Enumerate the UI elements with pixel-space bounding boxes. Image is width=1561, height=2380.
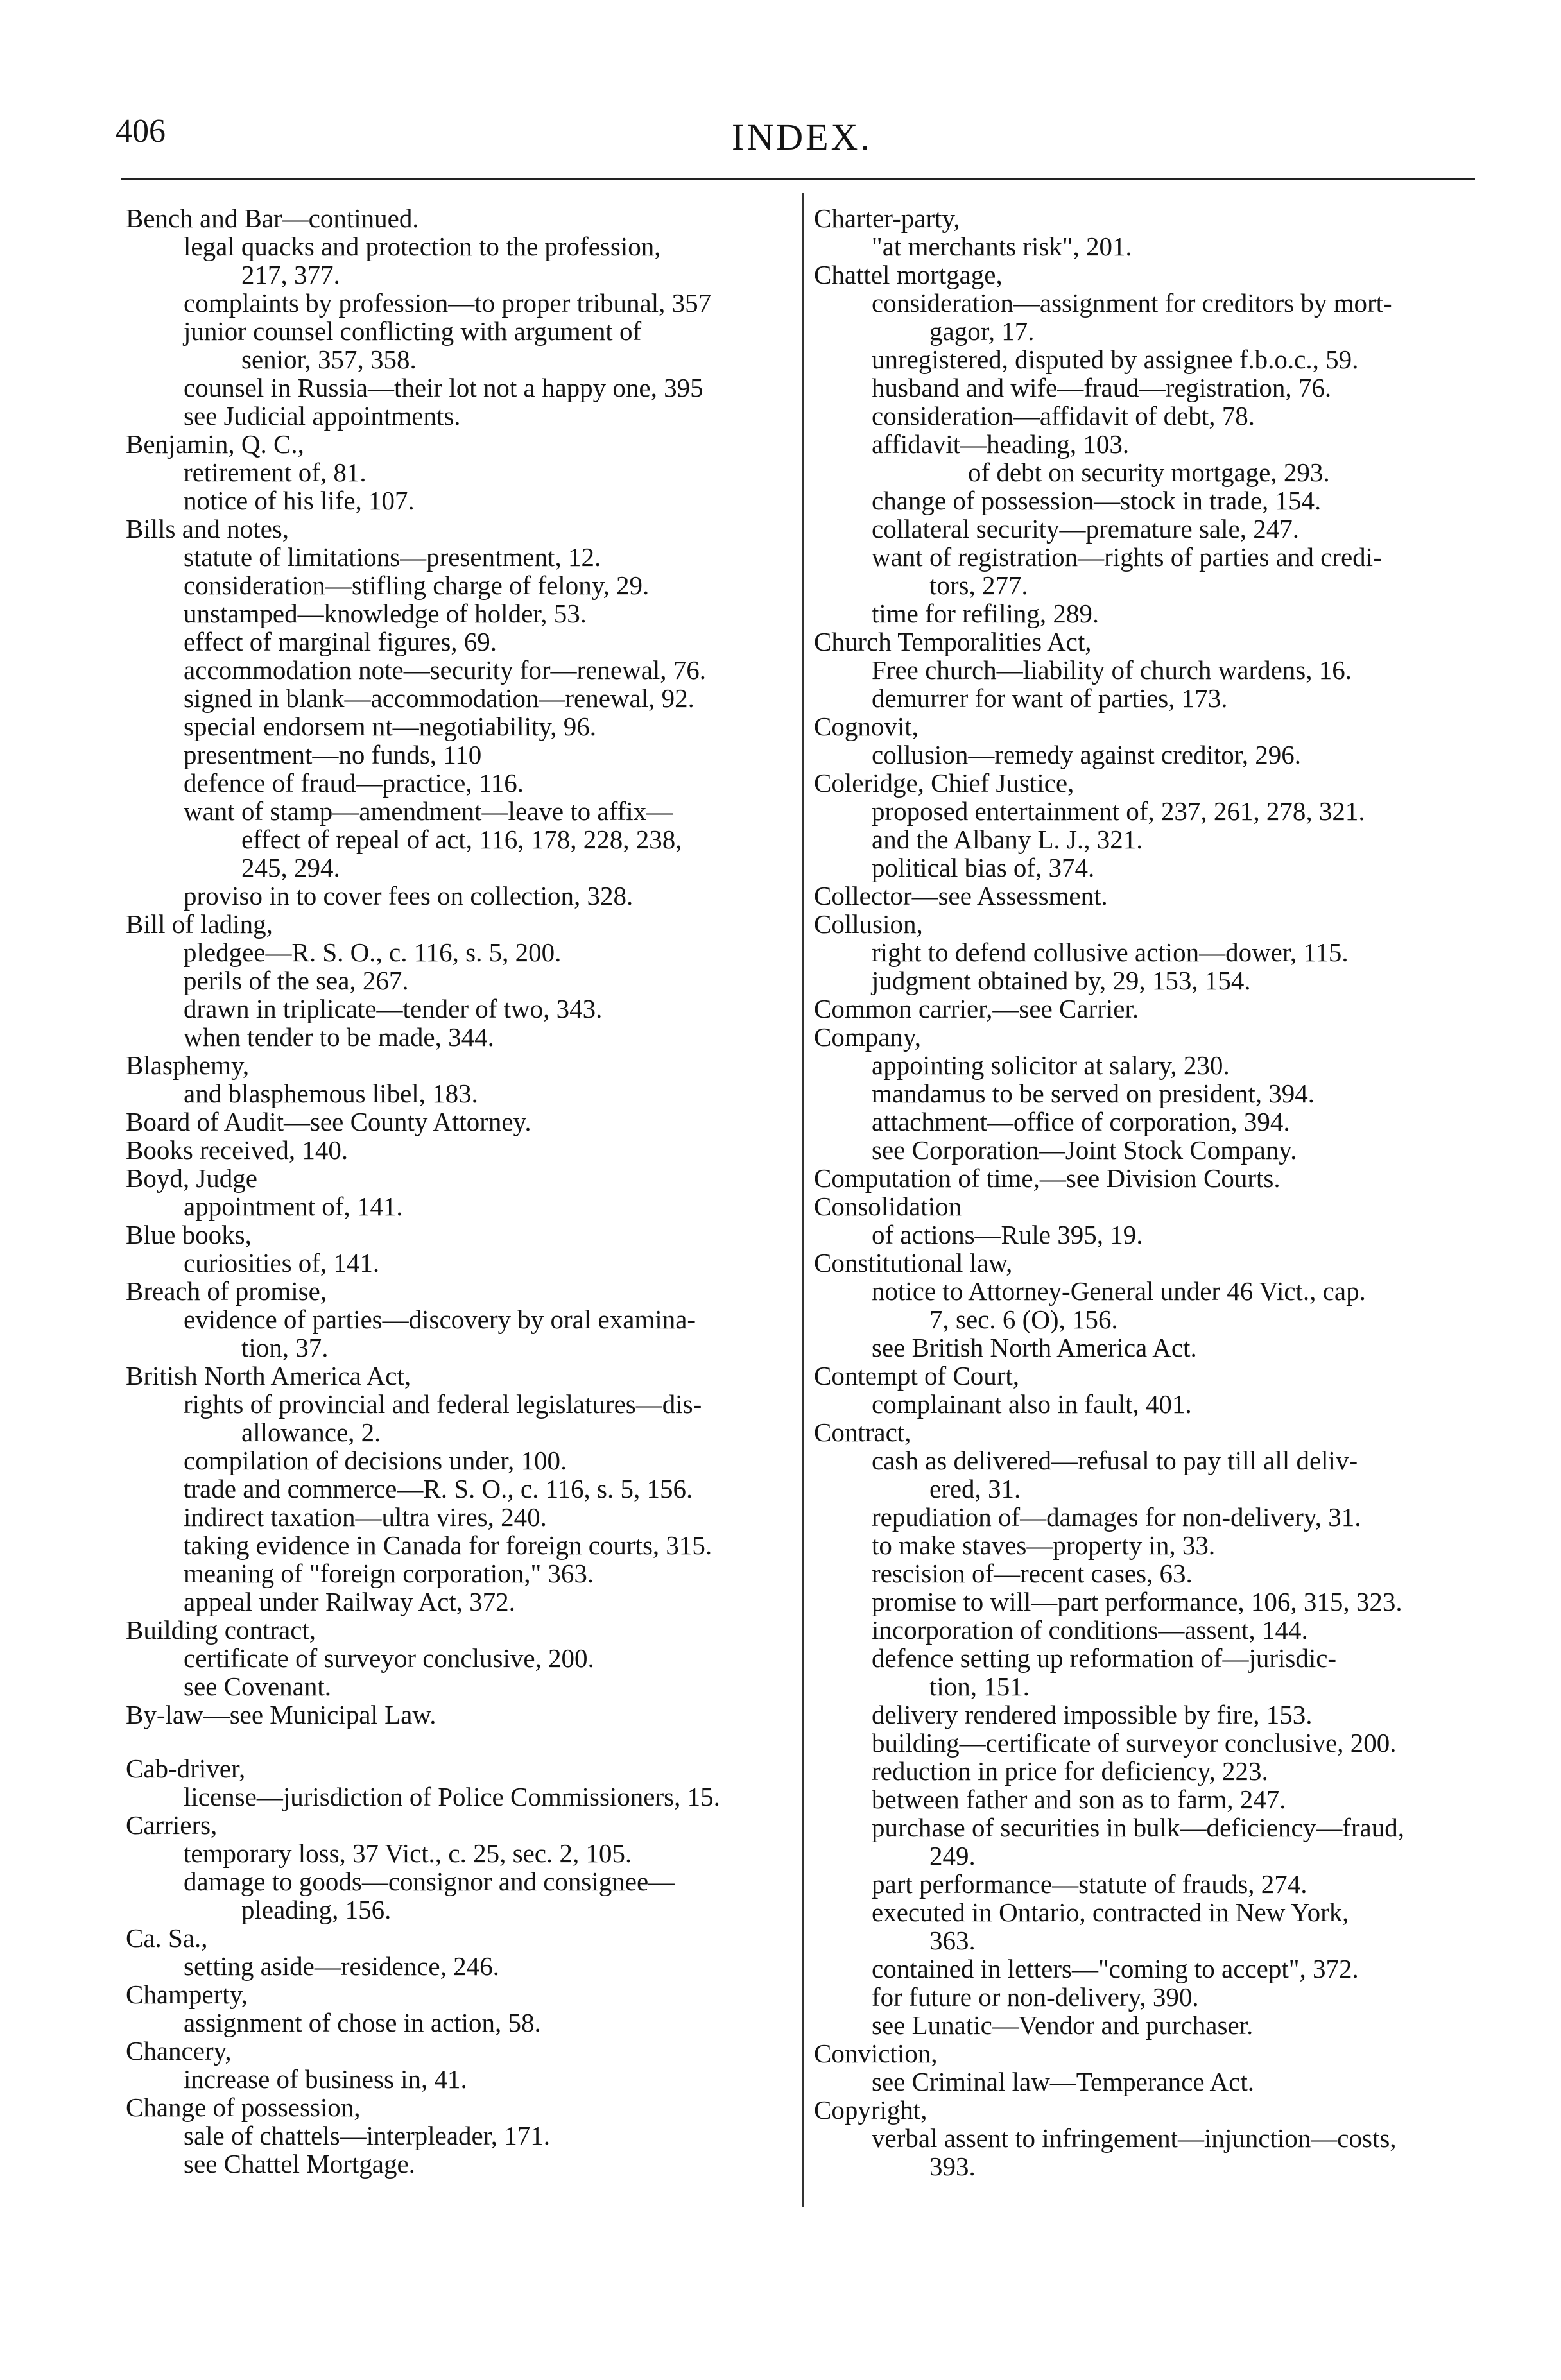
- index-subentry: trade and commerce—R. S. O., c. 116, s. 5, 156.: [184, 1474, 693, 1503]
- index-subentry: temporary loss, 37 Vict., c. 25, sec. 2, 105.: [184, 1838, 632, 1868]
- index-subentry: attachment—office of corporation, 394.: [872, 1107, 1290, 1136]
- index-subentry: political bias of, 374.: [872, 853, 1095, 882]
- index-subentry: appeal under Railway Act, 372.: [184, 1587, 515, 1616]
- index-column-right: [814, 204, 1494, 2180]
- index-subentry: repudiation of—damages for non-delivery, 31.: [872, 1502, 1361, 1532]
- index-heading-entry: Consolidation: [814, 1192, 962, 1221]
- page-title: INDEX.: [732, 116, 872, 158]
- index-subentry: accommodation note—security for—renewal, 76.: [184, 655, 707, 685]
- index-subentry: defence of fraud—practice, 116.: [184, 768, 524, 798]
- index-subentry: ered, 31.: [929, 1474, 1021, 1503]
- index-heading-entry: Church Temporalities Act,: [814, 627, 1092, 656]
- index-heading-entry: Champerty,: [126, 1980, 248, 2009]
- index-subentry: of debt on security mortgage, 293.: [968, 458, 1330, 487]
- index-heading-entry: Blasphemy,: [126, 1050, 250, 1080]
- header-rule: [121, 178, 1475, 180]
- index-subentry: between father and son as to farm, 247.: [872, 1785, 1286, 1814]
- index-subentry: notice to Attorney-General under 46 Vict., cap.: [872, 1276, 1366, 1306]
- section-gap: [126, 1729, 793, 1754]
- index-subentry: evidence of parties—discovery by oral examina-: [184, 1305, 696, 1334]
- index-subentry: signed in blank—accommodation—renewal, 92.: [184, 683, 694, 713]
- index-subentry: and blasphemous libel, 183.: [184, 1079, 478, 1108]
- index-heading-entry: Breach of promise,: [126, 1276, 327, 1306]
- index-subentry: see Lunatic—Vendor and purchaser.: [872, 2010, 1254, 2040]
- index-subentry: mandamus to be served on president, 394.: [872, 1079, 1315, 1108]
- index-subentry: sale of chattels—interpleader, 171.: [184, 2121, 550, 2150]
- index-subentry: statute of limitations—presentment, 12.: [184, 542, 601, 572]
- index-subentry: increase of business in, 41.: [184, 2064, 467, 2094]
- index-subentry: unregistered, disputed by assignee f.b.o.c., 59.: [872, 345, 1359, 374]
- index-subentry: executed in Ontario, contracted in New York,: [872, 1897, 1349, 1927]
- index-subentry: see Corporation—Joint Stock Company.: [872, 1135, 1297, 1165]
- index-heading-entry: Company,: [814, 1022, 922, 1052]
- index-heading-entry: By-law—see Municipal Law.: [126, 1700, 436, 1729]
- index-subentry: tion, 37.: [241, 1333, 329, 1362]
- index-subentry: presentment—no funds, 110: [184, 740, 482, 769]
- index-subentry: delivery rendered impossible by fire, 153.: [872, 1700, 1313, 1729]
- index-subentry: part performance—statute of frauds, 274.: [872, 1869, 1307, 1899]
- index-subentry: complaints by profession—to proper tribunal, 357: [184, 288, 712, 318]
- index-subentry: 249.: [929, 1841, 976, 1871]
- index-subentry: defence setting up reformation of—jurisdic-: [872, 1643, 1337, 1673]
- index-subentry: notice of his life, 107.: [184, 486, 415, 515]
- index-heading-entry: Copyright,: [814, 2095, 927, 2125]
- index-subentry: see Chattel Mortgage.: [184, 2149, 415, 2179]
- index-subentry: consideration—affidavit of debt, 78.: [872, 401, 1255, 431]
- index-subentry: indirect taxation—ultra vires, 240.: [184, 1502, 547, 1532]
- index-subentry: drawn in triplicate—tender of two, 343.: [184, 994, 603, 1023]
- index-subentry: affidavit—heading, 103.: [872, 429, 1130, 459]
- page-number: 406: [116, 113, 166, 150]
- index-subentry: counsel in Russia—their lot not a happy one, 395: [184, 373, 703, 402]
- index-subentry: senior, 357, 358.: [241, 345, 417, 374]
- index-heading-entry: Bench and Bar—continued.: [126, 203, 419, 233]
- index-subentry: "at merchants risk", 201.: [872, 232, 1132, 261]
- index-subentry: and the Albany L. J., 321.: [872, 825, 1143, 854]
- index-heading-entry: Common carrier,—see Carrier.: [814, 994, 1139, 1023]
- index-subentry: reduction in price for deficiency, 223.: [872, 1756, 1268, 1786]
- index-subentry: see Covenant.: [184, 1672, 331, 1701]
- index-subentry: appointment of, 141.: [184, 1192, 403, 1221]
- index-subentry: for future or non-delivery, 390.: [872, 1982, 1199, 2012]
- index-subentry: contained in letters—"coming to accept", 372.: [872, 1954, 1359, 1983]
- index-subentry: proviso in to cover fees on collection, 328.: [184, 881, 634, 911]
- index-heading-entry: Chattel mortgage,: [814, 260, 1003, 289]
- index-subentry: junior counsel conflicting with argument of: [184, 316, 642, 346]
- index-heading-entry: Charter-party,: [814, 203, 960, 233]
- index-subentry: rights of provincial and federal legislatures—dis-: [184, 1389, 702, 1419]
- index-subentry: consideration—assignment for creditors by mort-: [872, 288, 1392, 318]
- index-subentry: 245, 294.: [241, 853, 340, 882]
- index-heading-entry: Benjamin, Q. C.,: [126, 429, 304, 459]
- index-subentry: verbal assent to infringement—injunction—costs,: [872, 2123, 1397, 2153]
- index-subentry: pleading, 156.: [241, 1895, 392, 1924]
- index-heading-entry: Contempt of Court,: [814, 1361, 1020, 1391]
- index-subentry: see Judicial appointments.: [184, 401, 461, 431]
- index-subentry: damage to goods—consignor and consignee—: [184, 1867, 675, 1896]
- index-subentry: meaning of "foreign corporation," 363.: [184, 1559, 594, 1588]
- index-subentry: license—jurisdiction of Police Commissioners, 15.: [184, 1782, 720, 1811]
- index-heading-entry: Carriers,: [126, 1810, 218, 1840]
- index-subentry: when tender to be made, 344.: [184, 1022, 494, 1052]
- index-subentry: promise to will—part performance, 106, 315, 323.: [872, 1587, 1402, 1616]
- index-heading-entry: Board of Audit—see County Attorney.: [126, 1107, 531, 1136]
- index-subentry: incorporation of conditions—assent, 144.: [872, 1615, 1308, 1645]
- index-column-left: [126, 204, 793, 2178]
- index-heading-entry: Conviction,: [814, 2039, 938, 2068]
- index-heading-entry: Bill of lading,: [126, 909, 273, 939]
- index-subentry: gagor, 17.: [929, 316, 1035, 346]
- column-divider: [802, 193, 804, 2207]
- index-subentry: 363.: [929, 1926, 976, 1955]
- index-subentry: assignment of chose in action, 58.: [184, 2008, 541, 2037]
- index-heading-entry: Constitutional law,: [814, 1248, 1013, 1278]
- index-subentry: certificate of surveyor conclusive, 200.: [184, 1643, 594, 1673]
- index-subentry: husband and wife—fraud—registration, 76.: [872, 373, 1332, 402]
- index-heading-entry: Coleridge, Chief Justice,: [814, 768, 1074, 798]
- index-subentry: cash as delivered—refusal to pay till all deliv-: [872, 1446, 1358, 1475]
- index-subentry: demurrer for want of parties, 173.: [872, 683, 1228, 713]
- index-subentry: tion, 151.: [929, 1672, 1030, 1701]
- index-subentry: collateral security—premature sale, 247.: [872, 514, 1299, 544]
- index-subentry: change of possession—stock in trade, 154.: [872, 486, 1322, 515]
- index-heading-entry: Books received, 140.: [126, 1135, 349, 1165]
- index-subentry: perils of the sea, 267.: [184, 966, 409, 995]
- index-subentry: collusion—remedy against creditor, 296.: [872, 740, 1301, 769]
- index-subentry: see Criminal law—Temperance Act.: [872, 2067, 1254, 2096]
- index-subentry: right to defend collusive action—dower, 115.: [872, 937, 1349, 967]
- index-subentry: 7, sec. 6 (O), 156.: [929, 1305, 1118, 1334]
- index-subentry: taking evidence in Canada for foreign courts, 315.: [184, 1530, 712, 1560]
- index-subentry: unstamped—knowledge of holder, 53.: [184, 599, 587, 628]
- index-subentry: allowance, 2.: [241, 1417, 381, 1447]
- index-heading-entry: Ca. Sa.,: [126, 1923, 208, 1953]
- index-subentry: complainant also in fault, 401.: [872, 1389, 1192, 1419]
- index-heading-entry: Boyd, Judge: [126, 1163, 257, 1193]
- index-subentry: want of registration—rights of parties and credi-: [872, 542, 1382, 572]
- index-heading-entry: Chancery,: [126, 2036, 232, 2066]
- index-heading-entry: Change of possession,: [126, 2093, 361, 2122]
- index-subentry: special endorsem nt—negotiability, 96.: [184, 712, 596, 741]
- index-subentry: 217, 377.: [241, 260, 340, 289]
- index-heading-entry: Collusion,: [814, 909, 923, 939]
- index-subentry: appointing solicitor at salary, 230.: [872, 1050, 1230, 1080]
- index-heading-entry: Bills and notes,: [126, 514, 289, 544]
- index-heading-entry: Contract,: [814, 1417, 911, 1447]
- index-subentry: retirement of, 81.: [184, 458, 367, 487]
- index-subentry: of actions—Rule 395, 19.: [872, 1220, 1143, 1249]
- index-subentry: curiosities of, 141.: [184, 1248, 380, 1278]
- index-subentry: judgment obtained by, 29, 153, 154.: [872, 966, 1251, 995]
- index-heading-entry: Building contract,: [126, 1615, 316, 1645]
- index-subentry: effect of marginal figures, 69.: [184, 627, 497, 656]
- index-heading-entry: Cognovit,: [814, 712, 918, 741]
- index-subentry: Free church—liability of church wardens, 16.: [872, 655, 1352, 685]
- index-subentry: legal quacks and protection to the profession,: [184, 232, 661, 261]
- index-subentry: pledgee—R. S. O., c. 116, s. 5, 200.: [184, 937, 562, 967]
- index-subentry: consideration—stifling charge of felony, 29.: [184, 570, 650, 600]
- index-subentry: want of stamp—amendment—leave to affix—: [184, 796, 673, 826]
- index-subentry: setting aside—residence, 246.: [184, 1951, 499, 1981]
- index-heading-entry: British North America Act,: [126, 1361, 411, 1391]
- index-subentry: see British North America Act.: [872, 1333, 1197, 1362]
- index-subentry: effect of repeal of act, 116, 178, 228, 238,: [241, 825, 682, 854]
- index-heading-entry: Computation of time,—see Division Courts.: [814, 1163, 1281, 1193]
- index-heading-entry: Collector—see Assessment.: [814, 881, 1108, 911]
- index-heading-entry: Cab-driver,: [126, 1754, 246, 1783]
- index-subentry: proposed entertainment of, 237, 261, 278, 321.: [872, 796, 1365, 826]
- index-subentry: building—certificate of surveyor conclusive, 200.: [872, 1728, 1397, 1758]
- index-heading-entry: Blue books,: [126, 1220, 252, 1249]
- index-subentry: tors, 277.: [929, 570, 1028, 600]
- index-subentry: purchase of securities in bulk—deficiency—fraud,: [872, 1813, 1404, 1842]
- index-subentry: to make staves—property in, 33.: [872, 1530, 1216, 1560]
- index-subentry: rescision of—recent cases, 63.: [872, 1559, 1193, 1588]
- index-subentry: 393.: [929, 2152, 976, 2181]
- index-subentry: time for refiling, 289.: [872, 599, 1100, 628]
- index-subentry: compilation of decisions under, 100.: [184, 1446, 567, 1475]
